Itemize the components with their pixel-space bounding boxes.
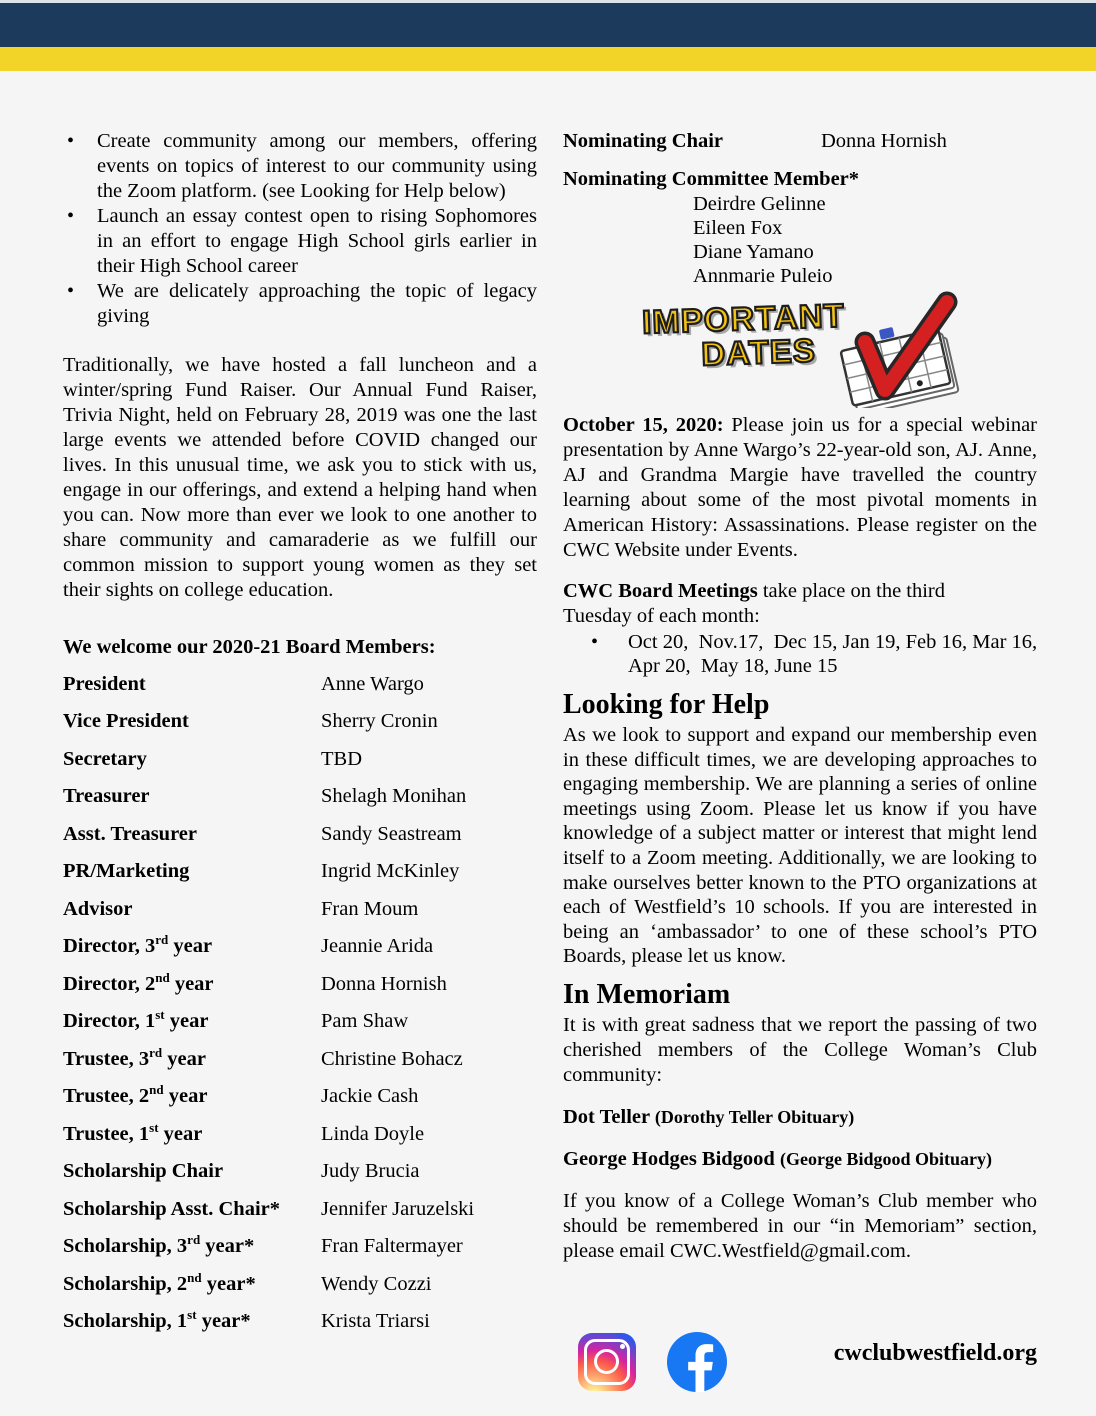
board-members-heading: We welcome our 2020-21 Board Members: [63,636,436,658]
looking-for-help-paragraph: As we look to support and expand our membership even in these difficult times, we are developing approaches to engaging membership. We are planning a series of online meetings using Zoom. Please let us know if you have knowledge of a subject matter or interest that might lend itself to a Zoom meeting. Additionally, we are looking to make ourselves better known to the PTO organizations at each of Westfield’s 10 schools. If you are interested in being an ‘ambassador’ to one of these school’s PTO Boards, please let us know. [563,724,1037,968]
board-row [63,859,537,884]
board-meetings-line2: Tuesday of each month: [563,605,760,627]
nominating-chair-label: Nominating Chair [563,130,724,152]
bullet-item [63,204,537,279]
board-row [63,1044,537,1072]
member-name: Donna Hornish [321,972,447,995]
role-label: Scholarship Asst. Chair* [63,1197,281,1220]
member-name: Linda Doyle [321,1122,425,1145]
role-label: Vice President [63,710,189,732]
page-content [0,71,1096,1334]
board-row [63,897,537,922]
meeting-dates-text: Oct 20, Nov.17, Dec 15, Jan 19, Feb 16, Mar 16, Apr 20, May 18, June 15 [628,631,1038,677]
role-label: Treasurer [63,785,150,807]
role-label: Trustee, 3rd year [63,1044,206,1070]
board-row [63,1269,537,1297]
member-name: Sherry Cronin [321,710,438,732]
role-label: Trustee, 1st year [63,1119,203,1145]
role-label: Director, 1st year [63,1007,209,1032]
instagram-lens-dot [620,1344,625,1349]
bullet-text: We are delicately approaching the topic of legacy giving [97,280,537,327]
member-name: Sandy Seastream [321,822,462,845]
bullet-text: Create community among our members, offering events on topics of interest to our community using the Zoom platform. (see Looking for Help below) [97,130,537,202]
bullet-icon [591,630,628,678]
website-text: cwclubwestfield.org [833,1340,1037,1366]
role-label: President [63,672,146,695]
bullet-icon [63,129,97,204]
board-row [63,1197,537,1222]
board-row [63,1234,537,1259]
facebook-icon[interactable] [667,1332,727,1392]
role-label: Scholarship, 1st year* [63,1307,251,1332]
bullet-text: Launch an essay contest open to rising Sophomores in an effort to engage High School girls earlier in their High School career [97,205,537,277]
board-meetings-lead: CWC Board Meetings take place on the third [563,580,946,602]
in-memoriam-heading: In Memoriam [563,978,731,1010]
member-name: Ingrid McKinley [321,860,460,882]
role-label: Asst. Treasurer [63,822,198,845]
memoriam-entry [563,1105,1037,1130]
instagram-icon[interactable] [578,1333,636,1391]
board-row [63,672,537,697]
board-meetings-block [563,579,1037,678]
board-members-list [63,672,537,1335]
board-row [63,1009,537,1034]
looking-for-help-heading: Looking for Help [563,689,770,720]
board-row [63,934,537,959]
committee-member: Eileen Fox [693,217,783,239]
left-column [63,129,537,1334]
board-row [63,822,537,847]
committee-member: Annmarie Puleio [693,265,833,287]
bullet-icon [63,279,97,329]
bullet-item [63,129,537,204]
role-label: Scholarship Chair [63,1160,224,1182]
nominating-committee-heading: Nominating Committee Member* [563,168,860,190]
member-name: Krista Triarsi [321,1310,430,1332]
obituary-link-text: (George Bidgood Obituary) [779,1148,992,1169]
important-dates-text: IMPORTANT DATES [641,296,846,373]
right-column [563,129,1037,1334]
event-date: October 15, 2020: [563,414,724,436]
bullet-item [63,279,537,329]
obituary-link-text: (Dorothy Teller Obituary) [654,1106,855,1127]
event-text: Please join us for a special webinar presentation by Anne Wargo’s 22-year-old son, AJ. Anne, AJ and Grandma Margie have travelled the country learning about some of the most pivotal moments in American History: Assassinations. Please register on the CWC Website under Events. [563,414,1038,561]
role-label: Director, 2nd year [63,969,214,995]
member-name: Judy Brucia [321,1160,420,1182]
board-row [63,784,537,809]
role-label: Trustee, 2nd year [63,1082,208,1107]
board-row [63,1119,537,1147]
nominating-chair-name: Donna Hornish [821,130,947,152]
member-name: Jeannie Arida [321,935,434,957]
deceased-name: Dot Teller [563,1105,655,1128]
social-icons [578,1332,727,1392]
member-name: Fran Faltermayer [321,1235,463,1257]
committee-member: Deirdre Gelinne [693,193,826,215]
role-label: Scholarship, 2nd year* [63,1269,256,1295]
memoriam-footer-paragraph: If you know of a College Woman’s Club member who should be remembered in our “in Memoriam” section, please email CWC.Westfield@gmail.com. [563,1189,1037,1262]
role-label: PR/Marketing [63,860,190,882]
nominating-committee-list [693,192,1037,288]
calendar-check-icon [807,290,977,408]
important-dates-graphic [629,296,1009,400]
memoriam-entry [563,1147,1037,1172]
bullet-icon [63,204,97,279]
header-navy-bar [0,3,1096,47]
member-name: Christine Bohacz [321,1047,463,1070]
board-row [63,1309,537,1334]
member-name: Wendy Cozzi [321,1272,432,1295]
member-name: Anne Wargo [321,672,424,695]
board-row [63,747,537,772]
intro-paragraph: Traditionally, we have hosted a fall luncheon and a winter/spring Fund Raiser. Our Annual Fund Raiser, Trivia Night, held on February 28, 2019 was one the last large events we attended before COVID changed our lives. In this unusual time, we ask you to stick with us, engage in our offerings, and extend a helping hand when you can. Now more than ever we look to one another to share community and camaraderie as we fulfill our common mission to support young women as they set their sights on college education. [63,354,537,601]
committee-member: Diane Yamano [693,241,814,263]
member-name: Jackie Cash [321,1085,419,1107]
member-name: TBD [321,747,362,770]
header-yellow-bar [0,47,1096,71]
role-label: Scholarship, 3rd year* [63,1232,255,1257]
october-event-paragraph [563,413,1037,563]
board-row [63,709,537,734]
role-label: Advisor [63,897,133,920]
member-name: Fran Moum [321,897,419,920]
member-name: Jennifer Jaruzelski [321,1197,475,1220]
board-row [63,1159,537,1184]
board-row [63,1084,537,1109]
role-label: Director, 3rd year [63,932,213,957]
member-name: Pam Shaw [321,1010,409,1032]
goals-bullet-list [63,129,537,329]
member-name: Shelagh Monihan [321,785,467,807]
role-label: Secretary [63,747,147,770]
board-meetings-dates [563,630,1037,678]
board-row [63,969,537,997]
nominating-chair-row [563,129,1037,154]
in-memoriam-paragraph: It is with great sadness that we report the passing of two cherished members of the College Woman’s Club community: [563,1013,1037,1086]
deceased-name: George Hodges Bidgood [563,1147,780,1170]
